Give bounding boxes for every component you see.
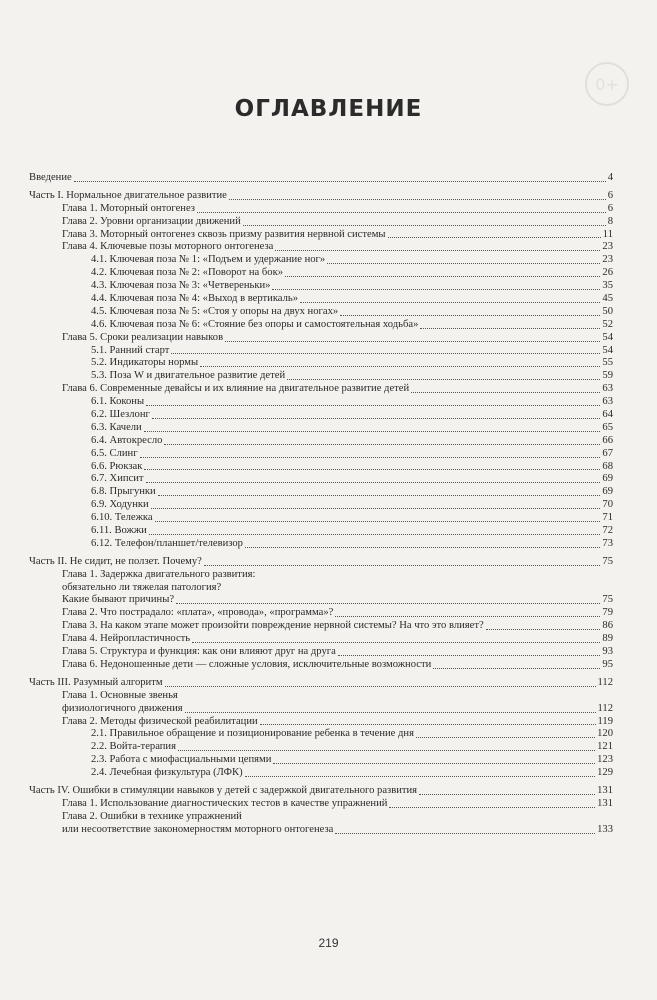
toc-entry-title: 2.4. Лечебная физкультура (ЛФК) bbox=[91, 767, 243, 779]
toc-leader-dots bbox=[146, 405, 600, 406]
toc-leader-dots bbox=[285, 276, 600, 277]
toc-entry-title: Глава 2. Что пострадало: «плата», «провода», «программа»? bbox=[62, 607, 334, 619]
toc-entry-title: 2.3. Работа с миофасциальными цепями bbox=[91, 754, 272, 766]
toc-entry[interactable] bbox=[29, 754, 613, 767]
toc-entry[interactable] bbox=[29, 409, 613, 422]
toc-entry-page: 11 bbox=[602, 228, 613, 240]
toc-entry-page: 75 bbox=[602, 594, 613, 606]
toc-entry-title: 6.3. Качели bbox=[91, 421, 142, 433]
toc-entry-title: 6.9. Ходунки bbox=[91, 499, 149, 511]
toc-entry-title: Часть II. Не сидит, не ползет. Почему? bbox=[29, 555, 202, 567]
toc-leader-dots bbox=[243, 225, 606, 226]
toc-leader-dots bbox=[300, 302, 600, 303]
toc-entry-title: Глава 2. Ошибки в технике упражнений bbox=[62, 810, 242, 822]
toc-leader-dots bbox=[335, 833, 595, 834]
toc-entry-title: 6.10. Тележка bbox=[91, 512, 153, 524]
toc-entry-page: 6 bbox=[607, 189, 613, 201]
toc-entry-page: 120 bbox=[597, 728, 613, 740]
toc-entry[interactable] bbox=[29, 824, 613, 837]
toc-entry-page: 23 bbox=[602, 254, 613, 266]
toc-leader-dots bbox=[388, 237, 601, 238]
toc-entry-page: 129 bbox=[597, 767, 613, 779]
toc-entry[interactable] bbox=[29, 582, 613, 595]
toc-entry-page: 71 bbox=[602, 512, 613, 524]
toc-entry-title: Глава 5. Структура и функция: как они влияют друг на друга bbox=[62, 646, 336, 658]
toc-entry[interactable] bbox=[29, 319, 613, 332]
toc-leader-dots bbox=[433, 668, 600, 669]
table-of-contents bbox=[29, 172, 613, 837]
toc-entry-title: 6.1. Коконы bbox=[91, 396, 145, 408]
toc-entry-title: 6.8. Прыгунки bbox=[91, 486, 156, 498]
toc-entry[interactable] bbox=[29, 525, 613, 538]
toc-entry[interactable] bbox=[29, 607, 613, 620]
toc-entry-page: 52 bbox=[602, 318, 613, 330]
toc-entry-title: или несоответствие закономерностям моторного онтогенеза bbox=[62, 823, 334, 835]
toc-entry-page: 66 bbox=[602, 434, 613, 446]
toc-entry-title: Глава 4. Ключевые позы моторного онтогенеза bbox=[62, 241, 274, 253]
toc-leader-dots bbox=[245, 776, 595, 777]
toc-entry-page: 69 bbox=[602, 473, 613, 485]
toc-entry[interactable] bbox=[29, 396, 613, 409]
toc-leader-dots bbox=[272, 289, 600, 290]
toc-entry-page: 63 bbox=[602, 383, 613, 395]
toc-entry-title: 4.6. Ключевая поза № 6: «Стояние без опоры и самостоятельная ходьба» bbox=[91, 318, 419, 330]
toc-entry-title: 2.1. Правильное обращение и позиционирование ребенка в течение дня bbox=[91, 728, 414, 740]
toc-entry-page: 121 bbox=[597, 741, 613, 753]
toc-entry[interactable] bbox=[29, 306, 613, 319]
toc-entry[interactable] bbox=[29, 741, 613, 754]
toc-entry-title: 4.4. Ключевая поза № 4: «Выход в вертикаль» bbox=[91, 293, 299, 304]
toc-entry-title: физиологичного движения bbox=[62, 702, 183, 714]
toc-leader-dots bbox=[178, 750, 595, 751]
toc-entry[interactable] bbox=[29, 646, 613, 659]
toc-entry[interactable] bbox=[29, 569, 613, 582]
toc-entry[interactable] bbox=[29, 677, 613, 690]
toc-leader-dots bbox=[152, 418, 601, 419]
toc-entry-page: 112 bbox=[597, 702, 613, 714]
toc-entry[interactable] bbox=[29, 811, 613, 824]
toc-leader-dots bbox=[275, 250, 600, 251]
toc-entry-title: 4.5. Ключевая поза № 5: «Стоя у опоры на двух ногах» bbox=[91, 305, 339, 317]
toc-entry-page: 112 bbox=[597, 676, 613, 688]
toc-leader-dots bbox=[140, 457, 601, 458]
toc-entry-title: 4.1. Ключевая поза № 1: «Подъем и удержание ног» bbox=[91, 254, 326, 266]
toc-entry[interactable] bbox=[29, 659, 613, 672]
toc-leader-dots bbox=[389, 807, 595, 808]
toc-entry-title: Глава 1. Моторный онтогенез bbox=[62, 202, 195, 214]
toc-entry[interactable] bbox=[29, 370, 613, 383]
toc-leader-dots bbox=[74, 181, 606, 182]
toc-entry-page: 45 bbox=[602, 293, 613, 304]
toc-entry-page: 79 bbox=[602, 607, 613, 619]
toc-leader-dots bbox=[327, 263, 600, 264]
toc-entry-title: 5.3. Поза W и двигательное развитие детей bbox=[91, 370, 286, 382]
toc-entry-page: 123 bbox=[597, 754, 613, 766]
toc-entry-title: 6.4. Автокресло bbox=[91, 434, 163, 446]
toc-entry-page: 50 bbox=[602, 305, 613, 317]
toc-entry[interactable] bbox=[29, 280, 613, 293]
toc-entry[interactable] bbox=[29, 716, 613, 729]
toc-leader-dots bbox=[149, 534, 601, 535]
toc-leader-dots bbox=[419, 794, 595, 795]
toc-leader-dots bbox=[197, 212, 606, 213]
toc-leader-dots bbox=[204, 565, 601, 566]
toc-leader-dots bbox=[229, 199, 606, 200]
toc-leader-dots bbox=[338, 655, 601, 656]
toc-leader-dots bbox=[245, 547, 600, 548]
toc-leader-dots bbox=[185, 712, 596, 713]
toc-leader-dots bbox=[164, 444, 600, 445]
toc-entry[interactable] bbox=[29, 785, 613, 798]
toc-entry-page: 23 bbox=[602, 241, 613, 253]
toc-entry-title: 4.3. Ключевая поза № 3: «Четвереньки» bbox=[91, 280, 271, 292]
toc-leader-dots bbox=[225, 341, 600, 342]
toc-entry[interactable] bbox=[29, 595, 613, 608]
toc-entry-title: 6.2. Шезлонг bbox=[91, 409, 150, 421]
toc-entry-page: 8 bbox=[607, 215, 613, 227]
toc-leader-dots bbox=[151, 508, 601, 509]
toc-entry-title: Глава 5. Сроки реализации навыков bbox=[62, 331, 224, 343]
toc-entry[interactable] bbox=[29, 172, 613, 185]
toc-entry-title: Глава 1. Использование диагностических тестов в качестве упражнений bbox=[62, 797, 388, 809]
toc-entry-title: 5.1. Ранний старт bbox=[91, 344, 170, 356]
toc-entry-title: 4.2. Ключевая поза № 2: «Поворот на бок» bbox=[91, 267, 284, 279]
toc-entry-page: 68 bbox=[602, 460, 613, 472]
toc-entry[interactable] bbox=[29, 512, 613, 525]
toc-entry-title: 2.2. Войта-терапия bbox=[91, 741, 176, 753]
toc-entry-title: Глава 6. Современные девайсы и их влияние на двигательное развитие детей bbox=[62, 383, 410, 395]
toc-leader-dots bbox=[165, 686, 596, 687]
toc-leader-dots bbox=[335, 616, 600, 617]
toc-leader-dots bbox=[144, 469, 600, 470]
toc-entry-title: Глава 4. Нейропластичность bbox=[62, 633, 191, 645]
toc-entry-title: 6.5. Слинг bbox=[91, 447, 138, 459]
toc-entry[interactable] bbox=[29, 435, 613, 448]
toc-leader-dots bbox=[200, 366, 600, 367]
toc-entry-page: 119 bbox=[597, 715, 613, 727]
toc-entry-title: 6.6. Рюкзак bbox=[91, 460, 143, 472]
toc-leader-dots bbox=[176, 603, 600, 604]
toc-entry[interactable] bbox=[29, 633, 613, 646]
toc-entry-page: 65 bbox=[602, 421, 613, 433]
toc-entry-page: 72 bbox=[602, 525, 613, 537]
toc-entry-page: 75 bbox=[602, 555, 613, 567]
toc-entry-page: 131 bbox=[597, 797, 613, 809]
toc-entry-title: 5.2. Индикаторы нормы bbox=[91, 357, 199, 369]
toc-leader-dots bbox=[411, 392, 600, 393]
toc-entry[interactable] bbox=[29, 254, 613, 267]
toc-entry-title: 6.12. Телефон/планшет/телевизор bbox=[91, 537, 243, 549]
toc-entry-title: Часть I. Нормальное двигательное развитие bbox=[29, 189, 227, 201]
toc-entry-page: 89 bbox=[602, 633, 613, 645]
toc-leader-dots bbox=[144, 431, 601, 432]
toc-entry[interactable] bbox=[29, 383, 613, 396]
toc-entry[interactable] bbox=[29, 293, 613, 306]
toc-leader-dots bbox=[340, 315, 600, 316]
toc-entry-title: 6.11. Вожжи bbox=[91, 525, 147, 537]
toc-entry[interactable] bbox=[29, 728, 613, 741]
toc-leader-dots bbox=[260, 724, 596, 725]
toc-entry-page: 95 bbox=[602, 658, 613, 670]
toc-entry-title: Глава 3. Моторный онтогенез сквозь призму развития нервной системы bbox=[62, 228, 386, 240]
toc-entry-page: 35 bbox=[602, 280, 613, 292]
toc-entry-title: Глава 3. На каком этапе может произойти повреждение нервной системы? На что это влияет? bbox=[62, 620, 484, 632]
toc-leader-dots bbox=[416, 737, 595, 738]
toc-entry[interactable] bbox=[29, 190, 613, 203]
toc-leader-dots bbox=[192, 642, 600, 643]
toc-entry[interactable] bbox=[29, 267, 613, 280]
toc-entry[interactable] bbox=[29, 798, 613, 811]
toc-entry-page: 64 bbox=[602, 409, 613, 421]
toc-entry[interactable] bbox=[29, 345, 613, 358]
toc-entry-page: 55 bbox=[602, 357, 613, 369]
toc-entry[interactable] bbox=[29, 620, 613, 633]
page-title: ОГЛАВЛЕНИЕ bbox=[234, 96, 423, 122]
toc-entry-title: 6.7. Хипсит bbox=[91, 473, 144, 485]
toc-entry[interactable] bbox=[29, 229, 613, 242]
toc-entry-page: 63 bbox=[602, 396, 613, 408]
toc-leader-dots bbox=[146, 482, 601, 483]
toc-entry[interactable] bbox=[29, 203, 613, 216]
toc-entry[interactable] bbox=[29, 486, 613, 499]
toc-entry[interactable] bbox=[29, 357, 613, 370]
toc-entry[interactable] bbox=[29, 767, 613, 780]
toc-entry-page: 54 bbox=[602, 331, 613, 343]
toc-entry[interactable] bbox=[29, 461, 613, 474]
toc-entry-title: Введение bbox=[29, 171, 72, 183]
toc-leader-dots bbox=[420, 328, 600, 329]
toc-entry-title: Часть IV. Ошибки в стимуляции навыков у детей с задержкой двигательного развития bbox=[29, 784, 418, 796]
toc-entry-title: Глава 2. Методы физической реабилитации bbox=[62, 715, 258, 727]
toc-entry-page: 59 bbox=[602, 370, 613, 382]
toc-entry-title: Глава 1. Задержка двигательного развития: bbox=[62, 568, 256, 580]
toc-leader-dots bbox=[273, 763, 595, 764]
toc-entry[interactable] bbox=[29, 473, 613, 486]
toc-entry[interactable] bbox=[29, 690, 613, 703]
toc-entry[interactable] bbox=[29, 556, 613, 569]
toc-entry[interactable] bbox=[29, 216, 613, 229]
age-rating-badge: 0+ bbox=[585, 62, 629, 106]
toc-leader-dots bbox=[155, 521, 601, 522]
toc-entry-title: Глава 2. Уровни организации движений bbox=[62, 215, 241, 227]
toc-leader-dots bbox=[287, 379, 600, 380]
toc-entry-page: 86 bbox=[602, 620, 613, 632]
toc-entry-title: обязательно ли тяжелая патология? bbox=[62, 581, 222, 593]
toc-entry-page: 67 bbox=[602, 447, 613, 459]
toc-entry-title: Какие бывают причины? bbox=[62, 594, 175, 606]
toc-entry-page: 73 bbox=[602, 537, 613, 549]
toc-entry-page: 54 bbox=[602, 344, 613, 356]
toc-entry-page: 93 bbox=[602, 646, 613, 658]
toc-leader-dots bbox=[171, 353, 600, 354]
toc-leader-dots bbox=[158, 495, 601, 496]
toc-leader-dots bbox=[486, 629, 601, 630]
toc-entry-page: 70 bbox=[602, 499, 613, 511]
toc-entry-page: 69 bbox=[602, 486, 613, 498]
page-number: 219 bbox=[318, 936, 339, 950]
toc-entry[interactable] bbox=[29, 241, 613, 254]
toc-entry-title: Глава 1. Основные звенья bbox=[62, 689, 178, 701]
toc-entry[interactable] bbox=[29, 332, 613, 345]
toc-entry[interactable] bbox=[29, 538, 613, 551]
toc-entry[interactable] bbox=[29, 703, 613, 716]
toc-entry-page: 131 bbox=[597, 784, 613, 796]
toc-entry-title: Глава 6. Недоношенные дети — сложные условия, исключительные возможности bbox=[62, 658, 432, 670]
toc-entry-page: 133 bbox=[597, 823, 613, 835]
toc-entry-page: 4 bbox=[607, 171, 613, 183]
toc-entry-page: 26 bbox=[602, 267, 613, 279]
toc-entry-title: Часть III. Разумный алгоритм bbox=[29, 676, 163, 688]
toc-entry[interactable] bbox=[29, 422, 613, 435]
toc-entry-page: 6 bbox=[607, 202, 613, 214]
toc-entry[interactable] bbox=[29, 448, 613, 461]
toc-entry[interactable] bbox=[29, 499, 613, 512]
